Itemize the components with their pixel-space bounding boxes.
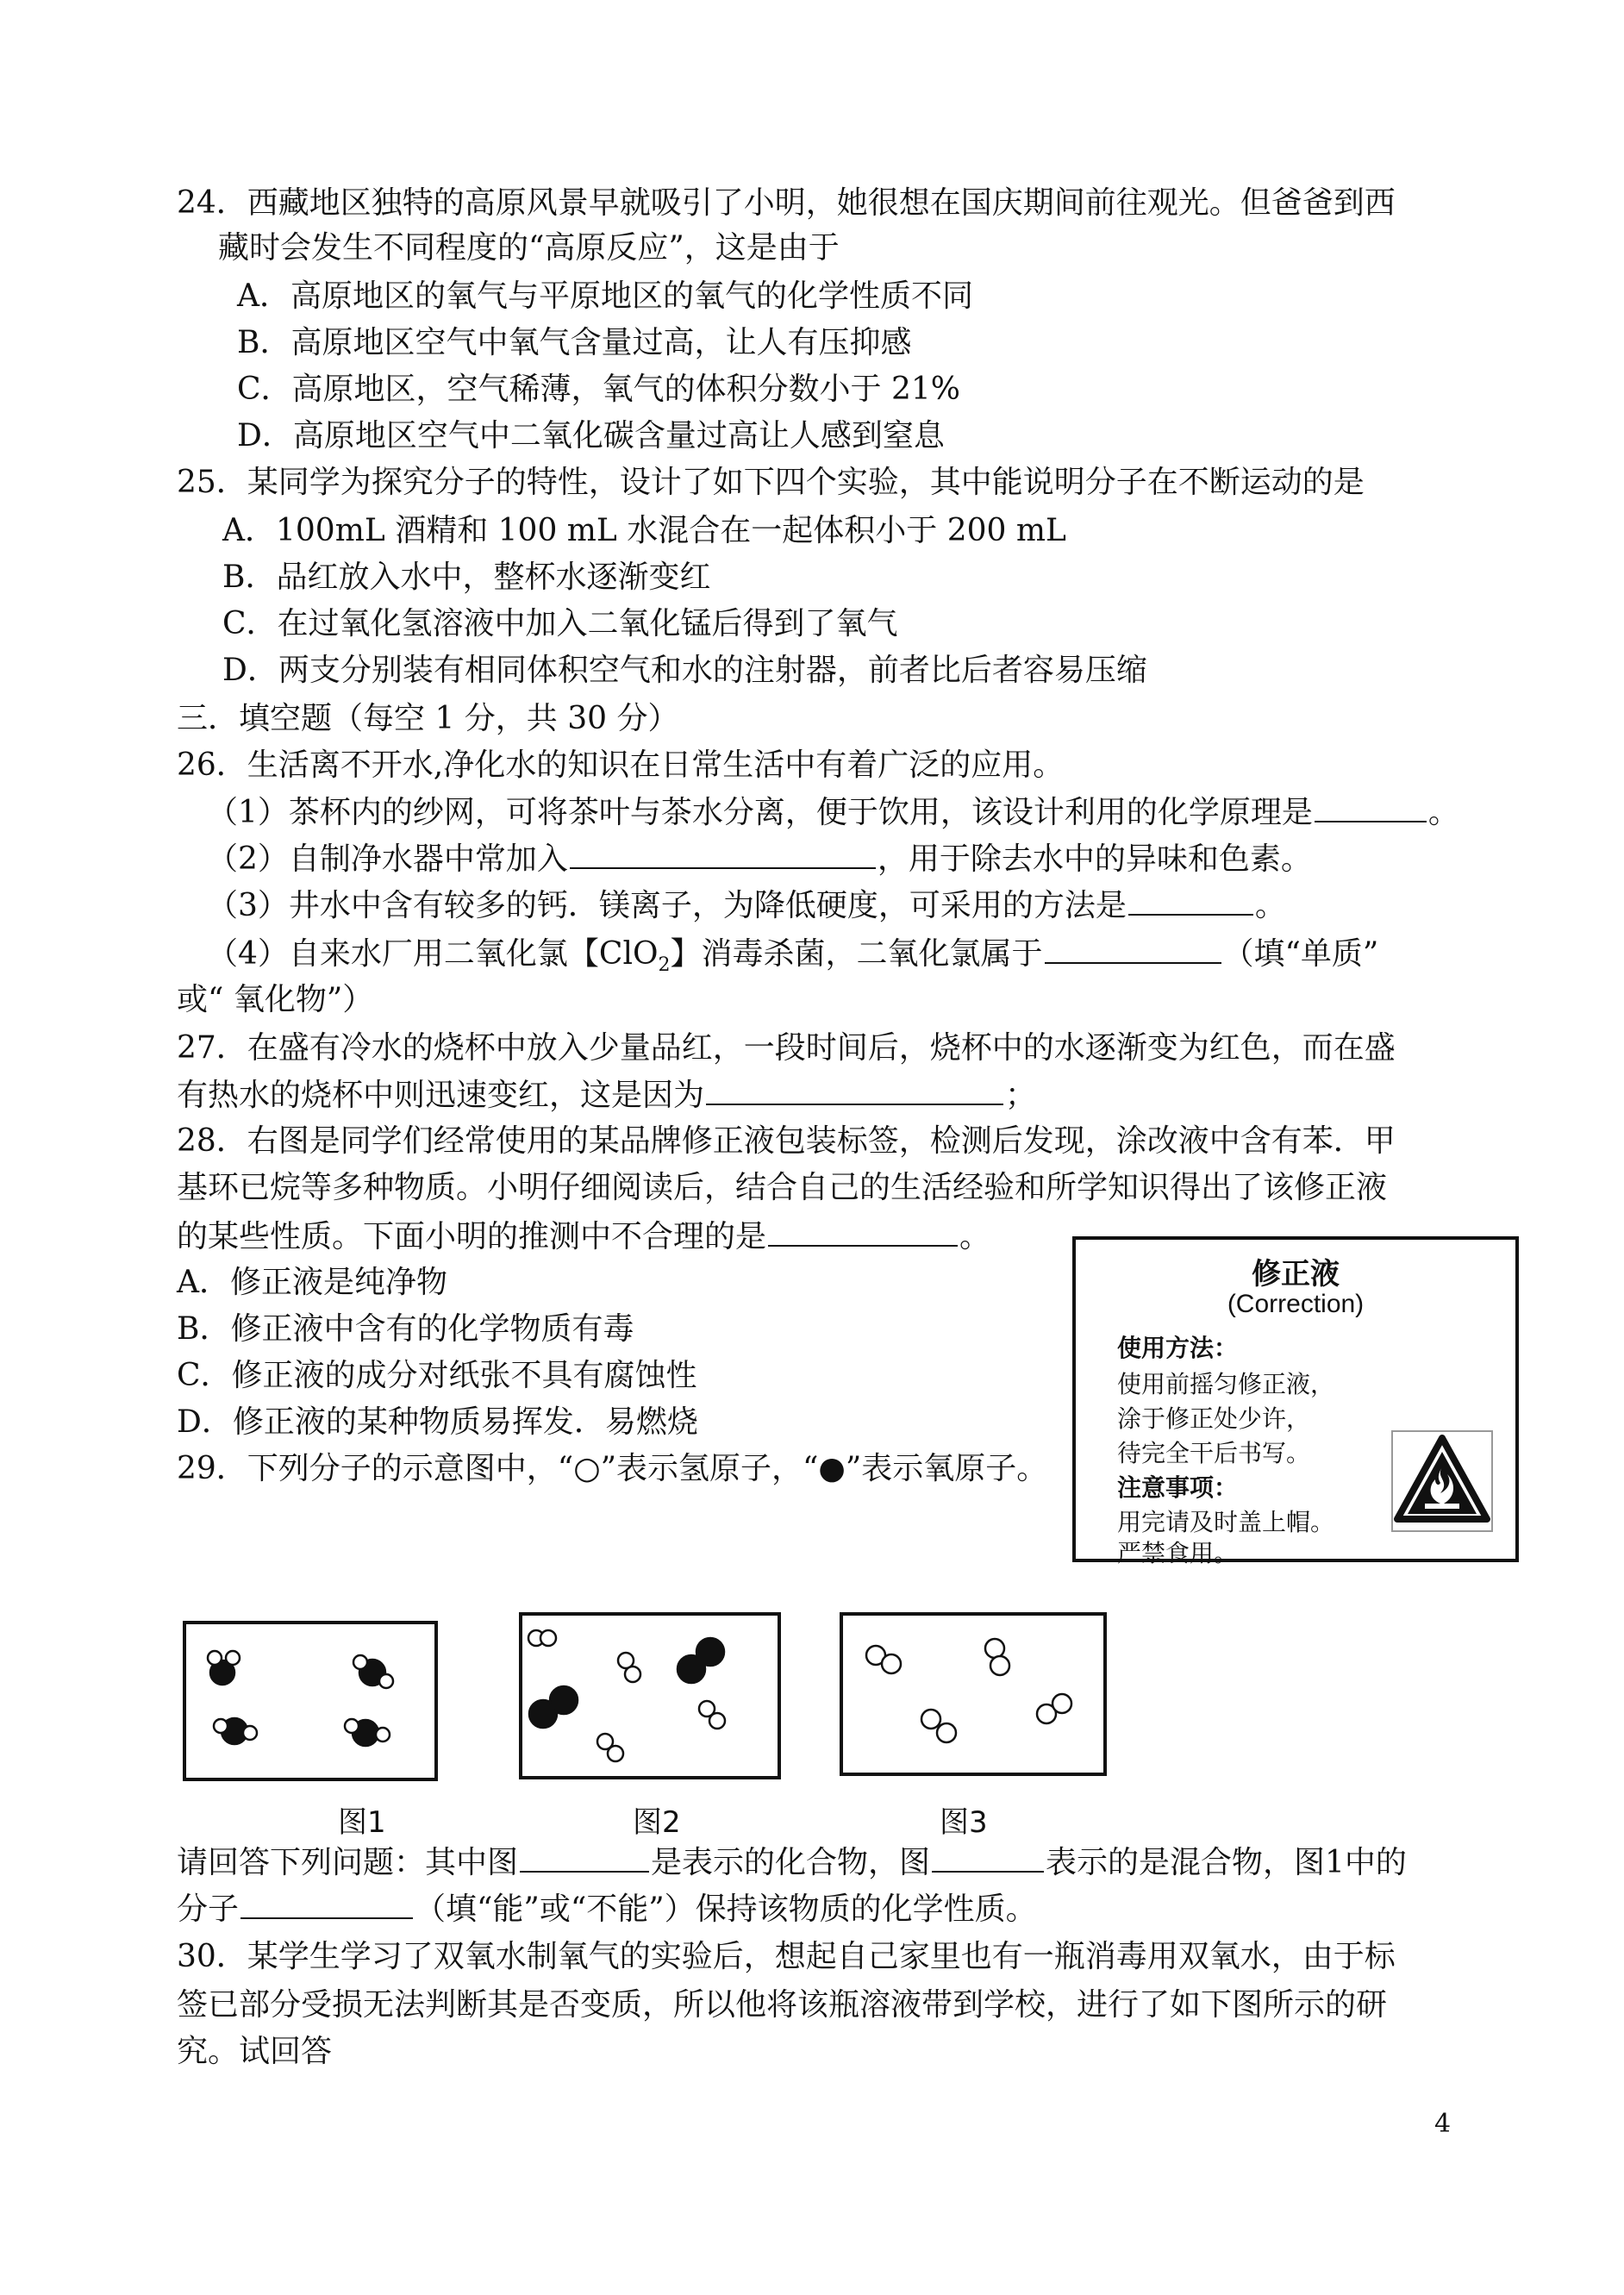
section-3-heading: 三．填空题（每空 1 分，共 30 分） [177,701,679,736]
q26-stem: 26．生活离不开水,净化水的知识在日常生活中有着广泛的应用。 [177,747,1065,783]
q26-part3-end: 。 [1254,888,1286,923]
q26-part3 [207,886,1286,925]
q30-line2: 签已部分受损无法判断其是否变质，所以他将该瓶溶液带到学校，进行了如下图所示的研 [177,1987,1388,2023]
label-notes-line2: 严禁食用。 [1117,1539,1239,1567]
flammable-hazard-icon [1390,1429,1494,1533]
q28-option-b: B．修正液中含有的化学物质有毒 [177,1311,634,1347]
q29-line3-text-b: （填“能”或“不能”）保持该物质的化学性质。 [415,1892,1037,1927]
q26-part4-text-c: （填“单质” [1222,936,1379,972]
q26-part2-end: ，用于除去水中的异味和色素。 [877,841,1312,877]
q30-line1: 30．某学生学习了双氧水制氧气的实验后，想起自己家里也有一瓶消毒用双氧水，由于标 [177,1939,1396,1974]
q29-line3-text-a: 分子 [177,1892,240,1927]
q29-line2-text-c: 表示的是混合物，图1中的 [1046,1845,1407,1880]
q25-option-a: A．100mL 酒精和 100 mL 水混合在一起体积小于 200 mL [222,513,1066,548]
label-usage-line2: 涂于修正处少许， [1117,1404,1311,1433]
q26-part1-end: 。 [1427,795,1459,830]
q27-line2-text: 有热水的烧杯中则迅速变红，这是因为 [177,1078,705,1113]
q24-option-a: A．高原地区的氧气与平原地区的氧气的化学性质不同 [237,278,973,314]
q26-part2 [207,840,1312,879]
q24-stem-line1: 24．西藏地区独特的高原风景早就吸引了小明，她很想在国庆期间前往观光。但爸爸到西 [177,185,1396,221]
label-notes-line1: 用完请及时盖上帽。 [1117,1508,1335,1536]
q29-answer-blank-2[interactable] [932,1843,1044,1873]
q25-option-c: C．在过氧化氢溶液中加入二氧化锰后得到了氧气 [222,606,898,641]
q26-part4-text-b: 】消毒杀菌，二氧化氯属于 [670,936,1043,972]
q26-part2-text: （2）自制净水器中常加入 [207,841,568,877]
q26-part1 [207,793,1459,832]
q29-answer-blank-3[interactable] [240,1890,413,1919]
q25-stem: 25．某同学为探究分子的特性，设计了如下四个实验，其中能说明分子在不断运动的是 [177,465,1365,500]
figure-1-caption: 图1 [338,1805,386,1840]
q26-part3-text: （3）井水中含有较多的钙．镁离子，为降低硬度，可采用的方法是 [207,888,1127,923]
figure-2-mixture-molecules [519,1612,781,1779]
q28-option-d: D．修正液的某种物质易挥发．易燃烧 [177,1404,698,1440]
q29-line2-text-a: 请回答下列问题：其中图 [177,1845,519,1880]
q25-option-d: D．两支分别装有相同体积空气和水的注射器，前者比后者容易压缩 [222,653,1147,688]
q30-line3: 究。试回答 [177,2034,333,2069]
q29-line3 [177,1890,1037,1929]
q27-line2-end: ； [1005,1078,1037,1113]
q24-option-b: B．高原地区空气中氧气含量过高，让人有压抑感 [237,325,912,360]
label-notes-heading: 注意事项： [1117,1473,1239,1502]
q28-line2: 基环已烷等多种物质。小明仔细阅读后，结合自己的生活经验和所学知识得出了该修正液 [177,1170,1388,1205]
q26-part1-text: （1）茶杯内的纱网，可将茶叶与茶水分离，便于饮用，该设计利用的化学原理是 [207,795,1313,830]
label-usage-heading: 使用方法： [1117,1334,1239,1362]
q28-line3 [177,1217,990,1256]
q29-line2 [177,1843,1407,1882]
q29-line2-text-b: 是表示的化合物，图 [651,1845,931,1880]
q24-option-d: D．高原地区空气中二氧化碳含量过高让人感到窒息 [237,418,945,453]
q25-option-b: B．品红放入水中，整杯水逐渐变红 [222,560,711,595]
q26-part4-line2: 或“ 氧化物”） [177,982,374,1017]
q28-line3-text: 的某些性质。下面小明的推测中不合理的是 [177,1219,767,1254]
label-usage-line3: 待完全干后书写。 [1117,1439,1311,1467]
figure-2-caption: 图2 [633,1805,681,1840]
label-subtitle: (Correction) [1227,1290,1365,1318]
q27-line1: 27．在盛有冷水的烧杯中放入少量品红，一段时间后，烧杯中的水逐渐变为红色，而在盛 [177,1030,1396,1066]
label-usage-line1: 使用前摇匀修正液， [1117,1370,1335,1398]
q26-part4-subscript: 2 [658,954,671,977]
q28-line1: 28．右图是同学们经常使用的某品牌修正液包装标签，检测后发现，涂改液中含有苯．甲 [177,1123,1396,1159]
q29-stem: 29．下列分子的示意图中，“○”表示氢原子，“●”表示氧原子。 [177,1451,1048,1486]
q26-part4 [207,935,1378,985]
q28-line3-end: 。 [959,1219,991,1254]
figure-3-caption: 图3 [940,1805,988,1840]
q26-part4-text: （4）自来水厂用二氧化氯【ClO [207,936,659,972]
figure-3-hydrogen-molecules [840,1612,1107,1776]
q26-answer-blank-4[interactable] [1045,935,1221,964]
q24-stem-line2: 藏时会发生不同程度的“高原反应”，这是由于 [218,230,840,266]
q29-answer-blank-1[interactable] [520,1843,649,1873]
q28-option-a: A．修正液是纯净物 [177,1265,447,1300]
q26-answer-blank-1[interactable] [1315,793,1427,822]
figure-1-water-molecules [183,1621,438,1781]
q28-answer-blank[interactable] [768,1217,958,1247]
q27-line2 [177,1076,1036,1115]
q24-option-c: C．高原地区，空气稀薄，氧气的体积分数小于 21% [237,372,961,407]
q27-answer-blank[interactable] [706,1076,1003,1105]
q26-answer-blank-2[interactable] [570,840,876,869]
correction-fluid-label [1072,1236,1519,1567]
q28-option-c: C．修正液的成分对纸张不具有腐蚀性 [177,1358,697,1393]
page-number: 4 [1434,2109,1452,2139]
label-title: 修正液 [1252,1257,1340,1291]
q26-answer-blank-3[interactable] [1128,886,1253,916]
